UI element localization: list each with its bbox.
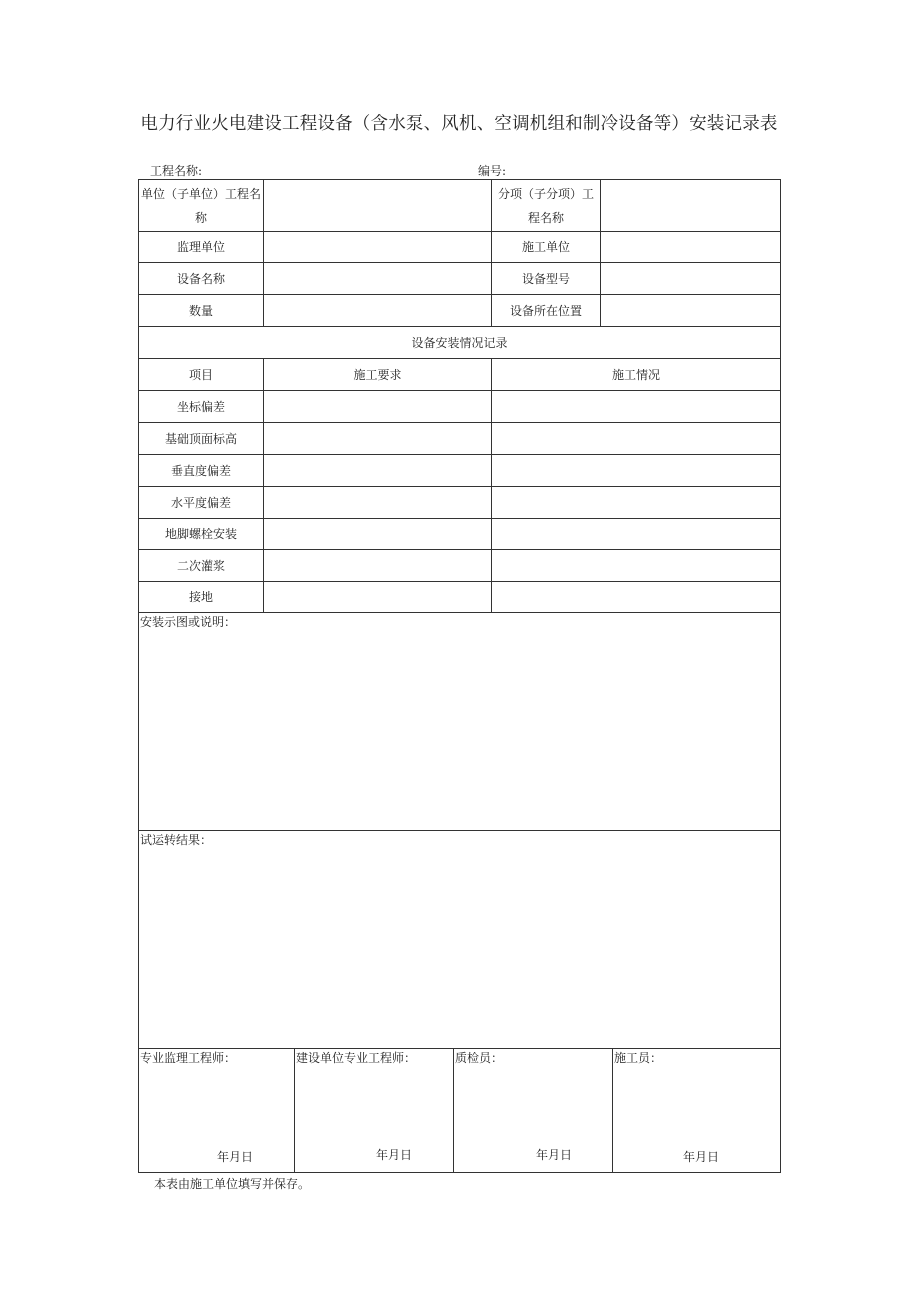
requirement-cell[interactable] [264, 582, 491, 612]
item-secondary-grouting: 二次灌浆 [176, 558, 225, 573]
owner-engineer-date: 年月日 [376, 1148, 413, 1162]
construction-unit-value[interactable] [601, 232, 780, 262]
status-cell[interactable] [492, 582, 780, 612]
diagram-label: 安装示图或说明： [140, 615, 237, 629]
status-cell[interactable] [492, 550, 780, 581]
supervision-unit-value[interactable] [264, 232, 491, 262]
requirement-cell[interactable] [264, 519, 491, 549]
equipment-name-label: 设备名称 [176, 271, 225, 286]
equipment-location-label: 设备所在位置 [509, 303, 582, 318]
equipment-model-value[interactable] [601, 263, 780, 294]
serial-no-label: 编号: [478, 164, 507, 178]
form-title: 电力行业火电建设工程设备（含水泵、风机、空调机组和制冷设备等）安装记录表 [140, 114, 778, 134]
quality-inspector-label: 质检员： [455, 1051, 504, 1065]
supervision-engineer-date: 年月日 [217, 1150, 254, 1164]
item-foundation-elevation: 基础顶面标高 [164, 431, 237, 446]
unit-project-value[interactable] [264, 180, 491, 231]
supervision-unit-label: 监理单位 [176, 240, 225, 254]
item-verticality-deviation: 垂直度偏差 [170, 463, 231, 478]
status-cell[interactable] [492, 423, 780, 454]
requirement-cell[interactable] [264, 550, 491, 581]
equipment-model-label: 设备型号 [521, 271, 570, 286]
item-anchor-bolt: 地脚螺栓安装 [164, 527, 237, 541]
project-name-label: 工程名称: [150, 164, 203, 178]
item-coordinate-deviation: 坐标偏差 [176, 399, 225, 414]
col-status-header: 施工情况 [611, 367, 660, 382]
footnote: 本表由施工单位填写并保存。 [154, 1177, 311, 1191]
install-section-heading: 设备安装情况记录 [411, 335, 508, 350]
owner-engineer-label: 建设单位专业工程师： [296, 1051, 417, 1065]
record-form-table [138, 179, 781, 1173]
supervision-engineer-label: 专业监理工程师： [140, 1051, 237, 1065]
sub-project-value[interactable] [601, 180, 780, 231]
status-cell[interactable] [492, 487, 780, 518]
col-item-header: 项目 [188, 367, 213, 382]
quantity-label: 数量 [188, 303, 213, 318]
diagram-area[interactable] [139, 632, 780, 830]
col-requirement-header: 施工要求 [353, 367, 402, 382]
unit-project-label: 单位（子单位）工程名称 [141, 186, 262, 225]
quantity-value[interactable] [264, 295, 491, 326]
item-levelness-deviation: 水平度偏差 [170, 495, 231, 510]
quality-inspector-date: 年月日 [536, 1148, 573, 1162]
requirement-cell[interactable] [264, 455, 491, 486]
requirement-cell[interactable] [264, 423, 491, 454]
equipment-location-value[interactable] [601, 295, 780, 326]
status-cell[interactable] [492, 519, 780, 549]
item-grounding: 接地 [188, 590, 213, 604]
requirement-cell[interactable] [264, 391, 491, 422]
trial-run-label: 试运转结果： [140, 833, 213, 847]
status-cell[interactable] [492, 391, 780, 422]
equipment-name-value[interactable] [264, 263, 491, 294]
construction-unit-label: 施工单位 [521, 240, 570, 254]
status-cell[interactable] [492, 455, 780, 486]
constructor-label: 施工员： [614, 1051, 663, 1065]
sub-project-label: 分项（子分项）工程名称 [497, 186, 594, 225]
constructor-date: 年月日 [683, 1150, 720, 1164]
trial-run-area[interactable] [139, 850, 780, 1048]
requirement-cell[interactable] [264, 487, 491, 518]
